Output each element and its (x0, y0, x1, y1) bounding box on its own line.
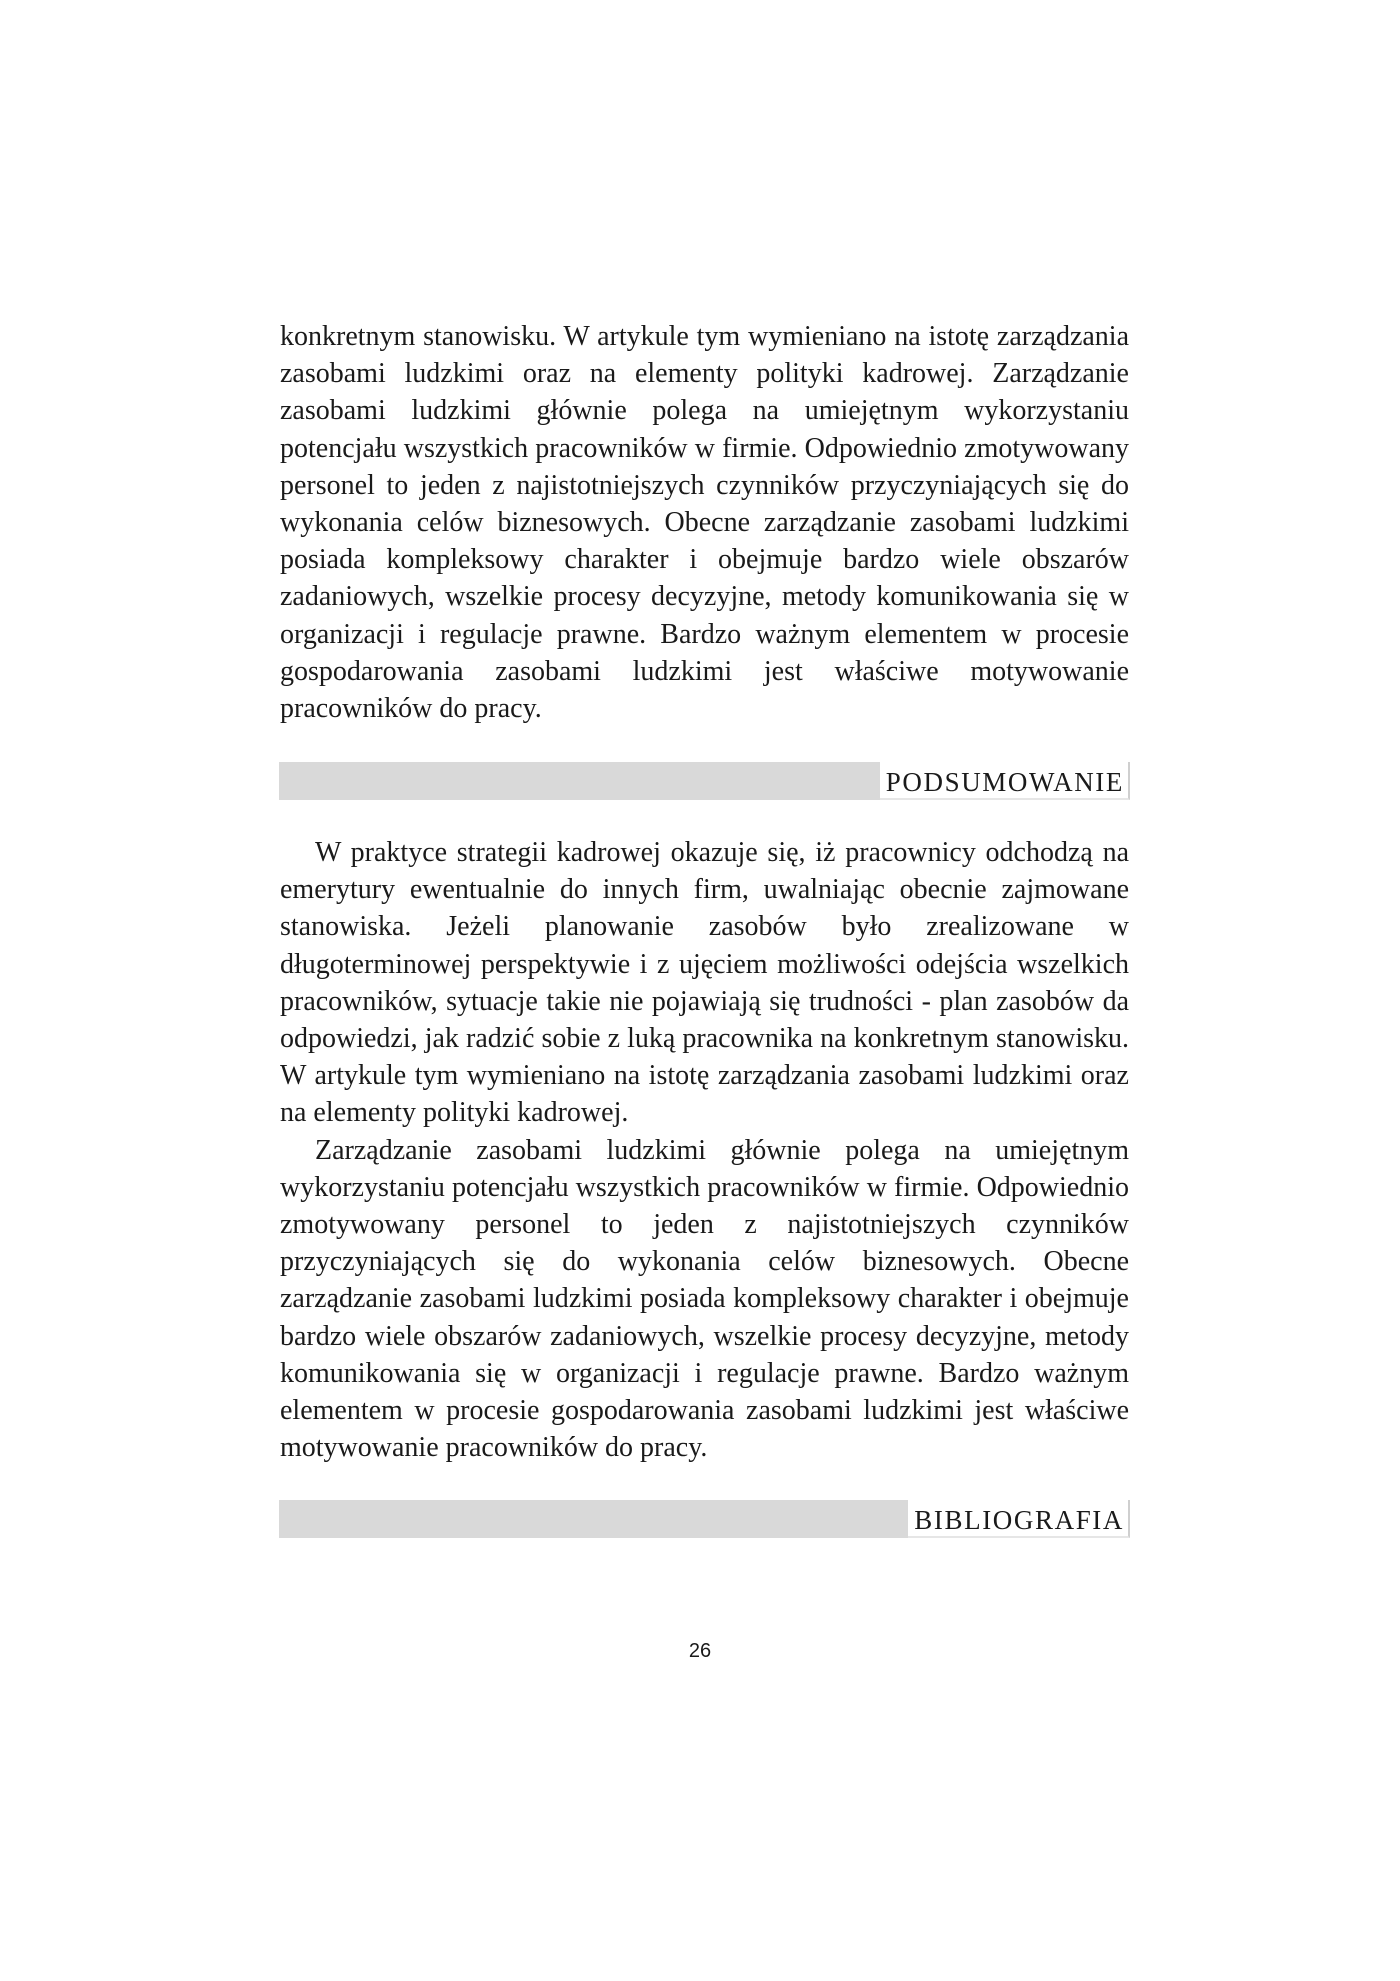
summary-heading: PODSUMOWANIE (880, 762, 1130, 800)
summary-paragraph-1: W praktyce strategii kadrowej okazuje się, iż pracownicy odchodzą na emerytury ewentualnie do innych firm, uwalniając obecnie zajmowane stanowiska. Jeżeli planowanie zasobów było zrealizowane w długoterminowej perspektywie i z ujęciem możliwości odejścia wszelkich pracowników, sytuacje takie nie pojawiają się trudności - plan zasobów da odpowiedzi, jak radzić sobie z luką pracownika na konkretnym stanowisku. W artykule tym wymieniano na istotę zarządzania zasobami ludzkimi oraz na elementy polityki kadrowej. (280, 837, 1129, 1129)
page-number: 26 (688, 1640, 712, 1662)
summary-paragraph-2: Zarządzanie zasobami ludzkimi głównie polega na umiejętnym wykorzystaniu potencjału wszystkich pracowników w firmie. Odpowiednio zmotywowany personel to jeden z najistotniejszych czynników przyczyniających się do wykonania celów biznesowych. Obecne zarządzanie zasobami ludzkimi posiada kompleksowy charakter i obejmuje bardzo wiele obszarów zadaniowych, wszelkie procesy decyzyjne, metody komunikowania się w organizacji i regulacje prawne. Bardzo ważnym elementem w procesie gospodarowania zasobami ludzkimi jest właściwe motywowanie pracowników do pracy. (280, 1134, 1129, 1464)
summary-text-block (280, 834, 1129, 1466)
continued-text-block (280, 318, 1129, 727)
continued-paragraph: konkretnym stanowisku. W artykule tym wymieniano na istotę zarządzania zasobami ludzkimi oraz na elementy polityki kadrowej. Zarządzanie zasobami ludzkimi głównie polega na umiejętnym wykorzystaniu potencjału wszystkich pracowników w firmie. Odpowiednio zmotywowany personel to jeden z najistotniejszych czynników przyczyniających się do wykonania celów biznesowych. Obecne zarządzanie zasobami ludzkimi posiada kompleksowy charakter i obejmuje bardzo wiele obszarów zadaniowych, wszelkie procesy decyzyjne, metody komunikowania się w organizacji i regulacje prawne. Bardzo ważnym elementem w procesie gospodarowania zasobami ludzkimi jest właściwe motywowanie pracowników do pracy. (280, 321, 1129, 725)
bibliography-heading-bar (279, 1500, 1130, 1538)
summary-heading-bar (279, 762, 1130, 800)
bibliography-heading: BIBLIOGRAFIA (908, 1500, 1130, 1538)
